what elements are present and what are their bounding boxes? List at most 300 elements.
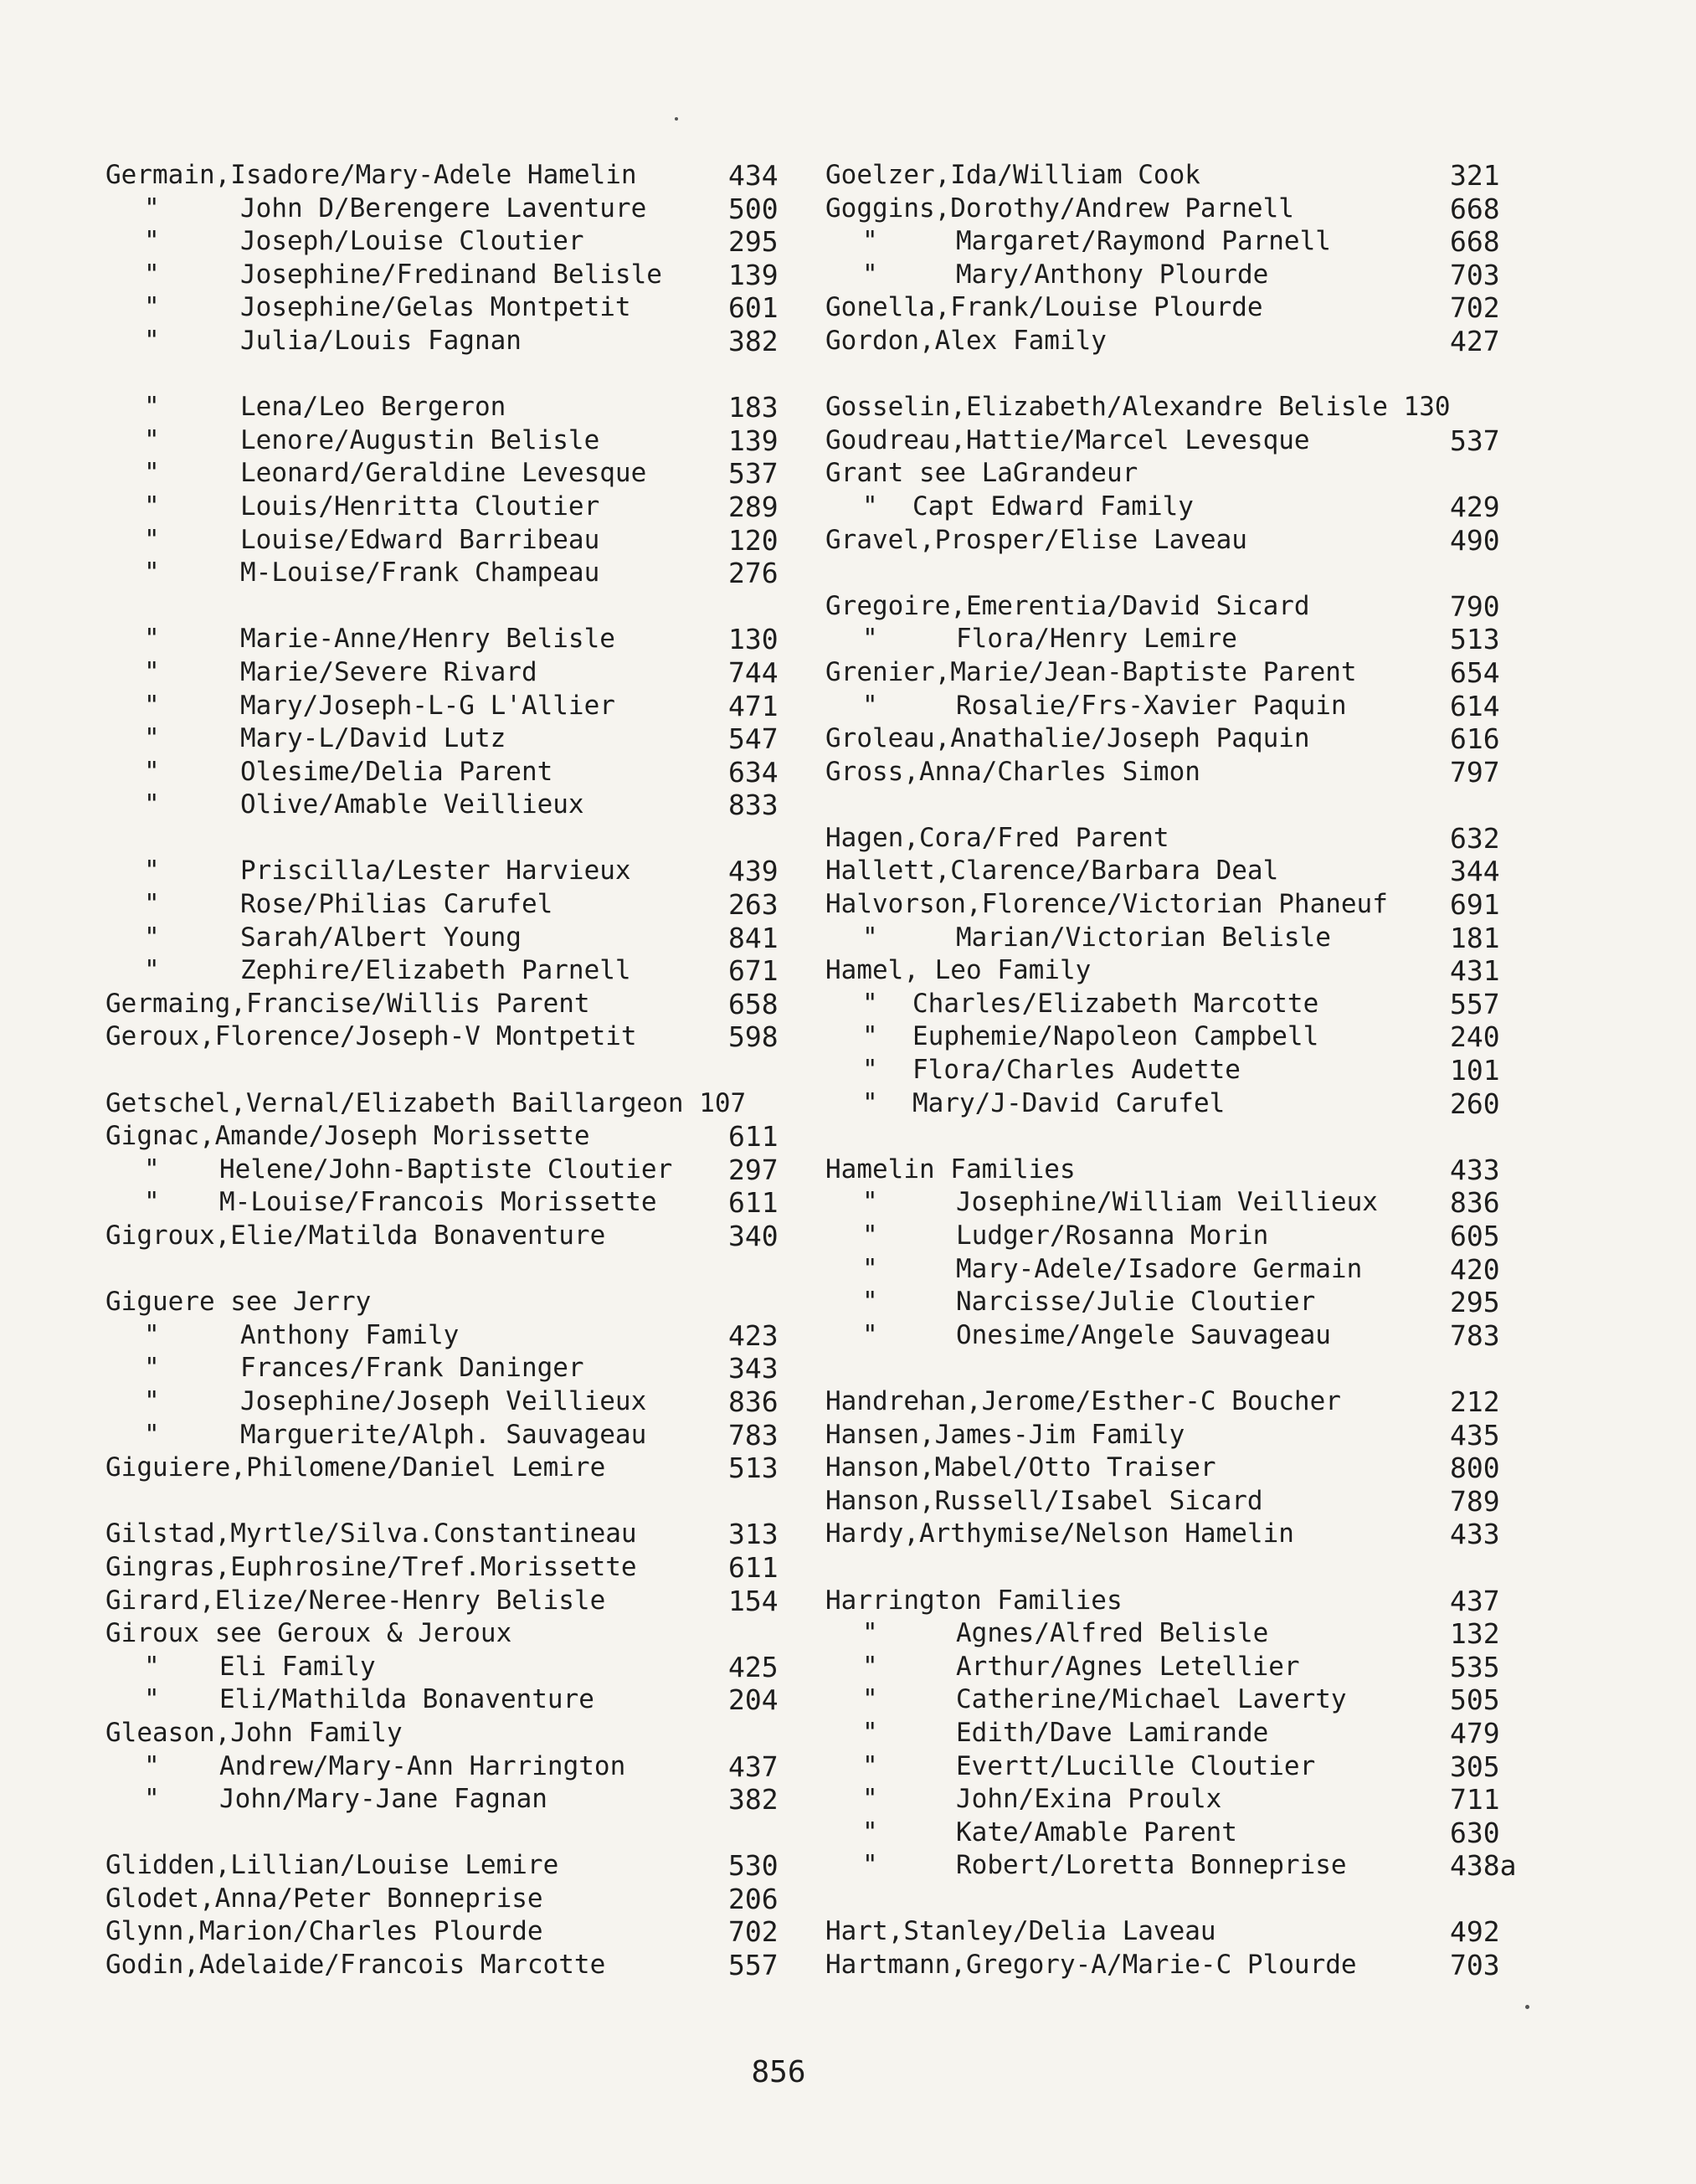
index-entry	[94, 1319, 789, 1353]
entry-name: Frances/Frank Daninger	[240, 1353, 584, 1384]
index-entry	[94, 291, 789, 325]
entry-name: Mary/Anthony Plourde	[956, 259, 1269, 290]
index-entry	[94, 1683, 789, 1717]
entry-page-number: 340	[728, 1220, 779, 1252]
entry-name: Mary-L/David Lutz	[240, 723, 506, 754]
entry-page-number: 611	[728, 1550, 779, 1584]
spacer-row	[822, 789, 1508, 822]
entry-page-number: 671	[728, 954, 779, 988]
entry-name: Gross,Anna/Charles Simon	[825, 756, 1200, 787]
index-entry	[822, 1054, 1508, 1087]
index-entry	[94, 1849, 789, 1883]
index-entry	[822, 1717, 1508, 1750]
index-entry	[822, 457, 1508, 491]
entry-name: Hardy,Arthymise/Nelson Hamelin	[825, 1519, 1294, 1549]
index-entry	[822, 590, 1508, 624]
index-entry	[822, 291, 1508, 325]
index-entry	[822, 1651, 1508, 1684]
index-entry	[822, 1319, 1508, 1353]
entry-page-number: 260	[1450, 1087, 1500, 1120]
ditto-mark: "	[862, 922, 878, 953]
entry-name: Louise/Edward Barribeau	[240, 524, 600, 555]
index-entry	[822, 1518, 1508, 1551]
ditto-mark: "	[144, 1651, 160, 1682]
index-column-right	[822, 159, 1517, 1982]
index-entry	[822, 1585, 1508, 1618]
entry-page-number: 183	[728, 391, 779, 424]
entry-page-number: 490	[1450, 523, 1500, 557]
entry-name: Margaret/Raymond Parnell	[956, 226, 1331, 257]
entry-name: Gregoire,Emerentia/David Sicard	[825, 590, 1310, 621]
ditto-mark: "	[144, 392, 160, 423]
entry-name: Rose/Philias Carufel	[240, 889, 553, 920]
entry-name: Euphemie/Napoleon Campbell	[912, 1021, 1319, 1052]
index-entry	[94, 259, 789, 292]
index-entry	[94, 954, 789, 988]
index-entry	[94, 922, 789, 955]
entry-name: John/Exina Proulx	[956, 1784, 1222, 1815]
entry-page-number: 513	[728, 1452, 779, 1485]
index-entry	[94, 656, 789, 690]
entry-page-number: 344	[1450, 855, 1500, 888]
entry-page-number: 297	[728, 1153, 779, 1186]
entry-name: Gignac,Amande/Joseph Morissette	[105, 1121, 590, 1152]
entry-name: Capt Edward Family	[912, 491, 1194, 522]
spacer-row	[822, 1883, 1508, 1916]
entry-page-number: 382	[728, 324, 779, 357]
ditto-mark: "	[862, 988, 878, 1019]
entry-name: Hansen,James-Jim Family	[825, 1419, 1185, 1450]
index-entry	[94, 524, 789, 558]
ditto-mark: "	[144, 955, 160, 986]
ditto-mark: "	[144, 424, 160, 455]
entry-name: Sarah/Albert Young	[240, 922, 522, 953]
ditto-mark: "	[862, 1651, 878, 1682]
entry-name: Halvorson,Florence/Victorian Phaneuf	[825, 889, 1388, 920]
entry-page-number: 711	[1450, 1783, 1500, 1817]
entry-name: Gigroux,Elie/Matilda Bonaventure	[105, 1220, 606, 1251]
entry-page-number: 130	[728, 623, 779, 656]
entry-page-number: 427	[1450, 324, 1500, 357]
index-entry	[822, 159, 1508, 193]
spacer-row	[94, 822, 789, 856]
index-entry	[94, 391, 789, 424]
ditto-mark: "	[862, 491, 878, 522]
entry-page-number: 535	[1450, 1650, 1500, 1683]
paper-speck	[675, 117, 678, 121]
entry-page-number: 783	[1450, 1318, 1500, 1352]
entry-name: Olesime/Delia Parent	[240, 756, 553, 787]
ditto-mark: "	[144, 1385, 160, 1416]
entry-name: Marie-Anne/Henry Belisle	[240, 624, 615, 655]
index-entry	[822, 1817, 1508, 1850]
entry-page-number: 691	[1450, 888, 1500, 922]
ditto-mark: "	[144, 624, 160, 655]
entry-page-number: 783	[728, 1418, 779, 1452]
ditto-mark: "	[144, 1419, 160, 1450]
index-entry	[94, 193, 789, 226]
index-entry	[822, 888, 1508, 922]
ditto-mark: "	[144, 1353, 160, 1384]
entry-name: Giguere see Jerry	[105, 1287, 372, 1318]
index-entry	[94, 491, 789, 524]
entry-name: Lenore/Augustin Belisle	[240, 424, 600, 455]
ditto-mark: "	[144, 524, 160, 555]
ditto-mark: "	[144, 889, 160, 920]
index-entry	[822, 1452, 1508, 1485]
entry-page-number: 437	[728, 1750, 779, 1783]
entry-name: Mary/Joseph-L-G L'Allier	[240, 690, 615, 721]
entry-page-number: 433	[1450, 1153, 1500, 1186]
ditto-mark: "	[144, 558, 160, 588]
ditto-mark: "	[144, 1319, 160, 1350]
entry-name: Rosalie/Frs-Xavier Paquin	[956, 690, 1347, 721]
index-entry	[94, 855, 789, 888]
index-entry	[822, 922, 1508, 955]
entry-page-number: 547	[728, 722, 779, 756]
index-entry	[822, 954, 1508, 988]
ditto-mark: "	[862, 1319, 878, 1350]
index-entry	[94, 1949, 789, 1982]
index-entry	[94, 623, 789, 656]
entry-name: Hartmann,Gregory-A/Marie-C Plourde	[825, 1950, 1357, 1981]
index-entry	[94, 690, 789, 723]
ditto-mark: "	[144, 458, 160, 489]
entry-page-number: 295	[1450, 1286, 1500, 1319]
entry-page-number: 132	[1450, 1617, 1500, 1651]
spacer-row	[822, 1120, 1508, 1154]
entry-page-number: 833	[728, 789, 779, 822]
entry-name: Zephire/Elizabeth Parnell	[240, 955, 631, 986]
entry-name: Marguerite/Alph. Sauvageau	[240, 1419, 647, 1450]
entry-page-number: 598	[728, 1020, 779, 1054]
index-entry	[94, 424, 789, 458]
entry-name: Giguiere,Philomene/Daniel Lemire	[105, 1452, 606, 1483]
entry-page-number: 181	[1450, 921, 1500, 954]
entry-page-number: 439	[728, 855, 779, 888]
entry-page-number: 492	[1450, 1915, 1500, 1949]
entry-page-number: 654	[1450, 655, 1500, 689]
ditto-mark: "	[862, 1253, 878, 1284]
entry-page-number: 630	[1450, 1816, 1500, 1849]
entry-name: Helene/John-Baptiste Cloutier	[219, 1154, 673, 1184]
entry-name: Agnes/Alfred Belisle	[956, 1618, 1269, 1649]
index-entry	[822, 1683, 1508, 1717]
ditto-mark: "	[862, 1850, 878, 1881]
index-entry	[94, 1585, 789, 1618]
entry-name: Marian/Victorian Belisle	[956, 922, 1331, 953]
ditto-mark: "	[144, 856, 160, 886]
index-entry	[94, 756, 789, 789]
entry-page-number: 611	[728, 1186, 779, 1220]
ditto-mark: "	[144, 1784, 160, 1815]
ditto-mark: "	[144, 259, 160, 290]
entry-page-number: 790	[1450, 589, 1500, 623]
index-entry	[94, 789, 789, 822]
index-entry	[822, 1087, 1508, 1121]
ditto-mark: "	[144, 789, 160, 820]
entry-name: Lena/Leo Bergeron	[240, 392, 506, 423]
entry-name: Charles/Elizabeth Marcotte	[912, 988, 1319, 1019]
spacer-row	[94, 1253, 789, 1287]
ditto-mark: "	[144, 1750, 160, 1781]
entry-page-number: 431	[1450, 954, 1500, 988]
entry-page-number: 263	[728, 888, 779, 922]
spacer-row	[94, 1054, 789, 1087]
entry-name: Hamel, Leo Family	[825, 955, 1092, 986]
index-entry	[94, 1087, 789, 1121]
entry-page-number: 537	[728, 457, 779, 491]
entry-page-number: 425	[728, 1650, 779, 1683]
spacer-row	[94, 1817, 789, 1850]
entry-page-number: 435	[1450, 1418, 1500, 1452]
entry-page-number: 438a	[1450, 1849, 1517, 1883]
entry-name: Priscilla/Lester Harvieux	[240, 856, 631, 886]
index-entry	[822, 1915, 1508, 1949]
entry-page-number: 797	[1450, 755, 1500, 789]
ditto-mark: "	[144, 756, 160, 787]
index-entry	[822, 1617, 1508, 1651]
entry-name: Eli/Mathilda Bonaventure	[219, 1684, 594, 1715]
entry-name: Kate/Amable Parent	[956, 1817, 1237, 1847]
entry-page-number: 836	[1450, 1186, 1500, 1220]
entry-page-number: 101	[1450, 1054, 1500, 1087]
index-entry	[94, 1419, 789, 1452]
entry-name: John/Mary-Jane Fagnan	[219, 1784, 547, 1815]
entry-name: Louis/Henritta Cloutier	[240, 491, 600, 522]
index-entry	[94, 1186, 789, 1220]
entry-name: Hagen,Cora/Fred Parent	[825, 822, 1169, 853]
index-entry	[94, 225, 789, 259]
entry-name: Harrington Families	[825, 1585, 1123, 1616]
page-number: 856	[751, 2055, 806, 2089]
entry-name: Girard,Elize/Neree-Henry Belisle	[105, 1585, 606, 1616]
entry-name: Hart,Stanley/Delia Laveau	[825, 1916, 1216, 1947]
index-entry	[94, 888, 789, 922]
entry-page-number: 433	[1450, 1518, 1500, 1551]
ditto-mark: "	[144, 1187, 160, 1218]
ditto-mark: "	[144, 1684, 160, 1715]
entry-name: Glidden,Lillian/Louise Lemire	[105, 1850, 559, 1881]
entry-name: Evertt/Lucille Cloutier	[956, 1750, 1316, 1781]
index-entry	[94, 1717, 789, 1750]
ditto-mark: "	[144, 922, 160, 953]
entry-page-number: 668	[1450, 225, 1500, 259]
entry-name: M-Louise/Frank Champeau	[240, 558, 600, 588]
index-entry	[822, 1419, 1508, 1452]
entry-page-number: 605	[1450, 1220, 1500, 1252]
entry-page-number: 668	[1450, 192, 1500, 225]
index-entry	[822, 855, 1508, 888]
index-entry	[94, 1750, 789, 1784]
entry-page-number: 120	[728, 523, 779, 557]
entry-page-number: 614	[1450, 689, 1500, 722]
entry-name: Gingras,Euphrosine/Tref.Morissette	[105, 1551, 637, 1582]
entry-name: Josephine/Gelas Montpetit	[240, 292, 631, 323]
index-entry	[94, 1617, 789, 1651]
entry-name: Andrew/Mary-Ann Harrington	[219, 1750, 626, 1781]
index-entry	[94, 1551, 789, 1585]
ditto-mark: "	[862, 1784, 878, 1815]
entry-name: Gleason,John Family	[105, 1717, 403, 1748]
entry-page-number: 702	[1450, 291, 1500, 325]
entry-page-number: 139	[728, 258, 779, 291]
index-entry	[94, 1352, 789, 1385]
entry-page-number: 505	[1450, 1683, 1500, 1717]
index-entry	[94, 1452, 789, 1485]
entry-name: Narcisse/Julie Cloutier	[956, 1287, 1316, 1318]
entry-name: Edith/Dave Lamirande	[956, 1717, 1269, 1748]
entry-name: Olive/Amable Veillieux	[240, 789, 584, 820]
index-entry	[94, 1915, 789, 1949]
ditto-mark: "	[144, 656, 160, 687]
ditto-mark: "	[862, 1021, 878, 1052]
entry-page-number: 343	[728, 1352, 779, 1385]
entry-page-number: 744	[728, 655, 779, 689]
ditto-mark: "	[144, 193, 160, 224]
entry-page-number: 841	[728, 921, 779, 954]
spacer-row	[94, 358, 789, 392]
entry-page-number: 240	[1450, 1020, 1500, 1054]
entry-page-number: 423	[728, 1318, 779, 1352]
entry-name: Hanson,Mabel/Otto Traiser	[825, 1452, 1216, 1483]
entry-name: Ludger/Rosanna Morin	[956, 1220, 1269, 1251]
entry-name: Josephine/Fredinand Belisle	[240, 259, 662, 290]
entry-page-number: 702	[728, 1915, 779, 1949]
index-entry	[822, 391, 1508, 424]
ditto-mark: "	[144, 292, 160, 323]
ditto-mark: "	[144, 226, 160, 257]
entry-name: Glynn,Marion/Charles Plourde	[105, 1916, 543, 1947]
entry-page-number: 557	[728, 1949, 779, 1982]
entry-page-number: 382	[728, 1783, 779, 1817]
entry-page-number: 321	[1450, 159, 1500, 192]
spacer-row	[822, 1551, 1508, 1585]
index-entry	[94, 557, 789, 590]
entry-page-number: 703	[1450, 258, 1500, 291]
entry-page-number: 557	[1450, 987, 1500, 1020]
entry-name: John D/Berengere Laventure	[240, 193, 647, 224]
index-entry	[822, 1186, 1508, 1220]
entry-name: Mary/J-David Carufel	[912, 1087, 1226, 1118]
entry-page-number: 836	[728, 1385, 779, 1418]
index-entry	[94, 1020, 789, 1054]
ditto-mark: "	[862, 1817, 878, 1847]
index-entry	[822, 1849, 1517, 1883]
entry-page-number: 154	[728, 1584, 779, 1617]
spacer-row	[822, 557, 1508, 590]
entry-name: Hallett,Clarence/Barbara Deal	[825, 856, 1279, 886]
index-entry	[822, 524, 1508, 558]
index-entry	[822, 1286, 1508, 1319]
ditto-mark: "	[862, 1055, 878, 1086]
entry-name: Groleau,Anathalie/Joseph Paquin	[825, 723, 1310, 754]
ditto-mark: "	[144, 491, 160, 522]
entry-name: Gonella,Frank/Louise Plourde	[825, 292, 1263, 323]
index-entry	[94, 325, 789, 358]
index-entry	[822, 1485, 1508, 1519]
entry-page-number: 601	[728, 291, 779, 325]
index-entry	[94, 1220, 789, 1253]
ditto-mark: "	[862, 1618, 878, 1649]
entry-page-number: 479	[1450, 1716, 1500, 1750]
entry-name: Hamelin Families	[825, 1154, 1076, 1184]
entry-name: Joseph/Louise Cloutier	[240, 226, 584, 257]
entry-name: Marie/Severe Rivard	[240, 656, 537, 687]
entry-page-number: 305	[1450, 1750, 1500, 1783]
entry-name: Goelzer,Ida/William Cook	[825, 160, 1200, 190]
entry-name: Onesime/Angele Sauvageau	[956, 1319, 1331, 1350]
spacer-row	[822, 358, 1508, 392]
index-entry	[822, 1220, 1508, 1253]
index-entry	[94, 1518, 789, 1551]
entry-page-number: 139	[728, 424, 779, 457]
entry-name: Germain,Isadore/Mary-Adele Hamelin	[105, 160, 637, 190]
entry-page-number: 434	[728, 159, 779, 192]
entry-page-number: 611	[728, 1120, 779, 1154]
entry-page-number: 537	[1450, 424, 1500, 457]
ditto-mark: "	[144, 1154, 160, 1184]
entry-page-number: 789	[1450, 1484, 1500, 1518]
entry-name: Flora/Henry Lemire	[956, 624, 1237, 655]
index-entry	[822, 325, 1508, 358]
index-entry	[94, 1783, 789, 1817]
index-entry	[94, 1883, 789, 1916]
ditto-mark: "	[862, 226, 878, 257]
entry-name: Grant see LaGrandeur	[825, 458, 1138, 489]
entry-name: M-Louise/Francois Morissette	[219, 1187, 657, 1218]
ditto-mark: "	[144, 723, 160, 754]
index-entry	[822, 756, 1508, 789]
entry-name: Gordon,Alex Family	[825, 325, 1107, 356]
entry-page-number: 471	[728, 689, 779, 722]
entry-page-number: 632	[1450, 821, 1500, 855]
entry-page-number: 634	[728, 755, 779, 789]
index-entry	[94, 159, 789, 193]
entry-name: Gilstad,Myrtle/Silva.Constantineau	[105, 1519, 637, 1549]
entry-name: Godin,Adelaide/Francois Marcotte	[105, 1950, 606, 1981]
index-entry	[822, 259, 1508, 292]
index-entry	[822, 690, 1508, 723]
index-entry	[822, 193, 1508, 226]
entry-name: Hanson,Russell/Isabel Sicard	[825, 1485, 1263, 1516]
entry-name: Robert/Loretta Bonneprise	[956, 1850, 1347, 1881]
ditto-mark: "	[862, 624, 878, 655]
index-entry	[822, 988, 1508, 1021]
ditto-mark: "	[862, 690, 878, 721]
entry-name: Getschel,Vernal/Elizabeth Baillargeon 107	[105, 1087, 747, 1118]
entry-name: Goudreau,Hattie/Marcel Levesque	[825, 424, 1310, 455]
entry-name: Giroux see Geroux & Jeroux	[105, 1618, 512, 1649]
entry-name: Glodet,Anna/Peter Bonneprise	[105, 1883, 543, 1914]
entry-page-number: 429	[1450, 490, 1500, 523]
index-entry	[94, 1154, 789, 1187]
ditto-mark: "	[862, 1287, 878, 1318]
entry-name: Catherine/Michael Laverty	[956, 1684, 1347, 1715]
paper-speck	[1525, 2005, 1529, 2009]
entry-page-number: 295	[728, 225, 779, 259]
entry-name: Geroux,Florence/Joseph-V Montpetit	[105, 1021, 637, 1052]
entry-page-number: 276	[728, 557, 779, 590]
spacer-row	[94, 590, 789, 624]
index-entry	[94, 1120, 789, 1154]
ditto-mark: "	[862, 259, 878, 290]
entry-page-number: 616	[1450, 722, 1500, 756]
index-entry	[94, 457, 789, 491]
index-entry	[822, 1783, 1508, 1817]
entry-page-number: 530	[728, 1849, 779, 1883]
index-entry	[822, 1750, 1508, 1784]
